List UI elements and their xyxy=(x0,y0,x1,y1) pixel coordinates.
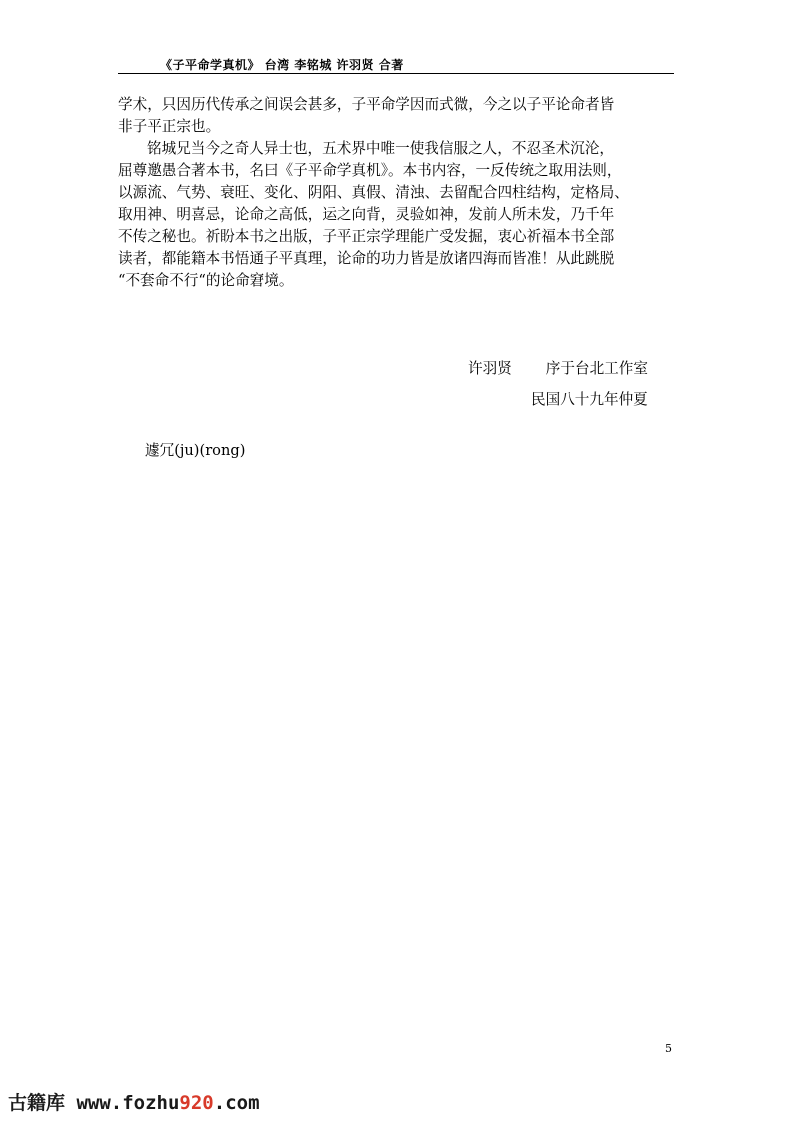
vocabulary-note: 遽冗(ju)(rong) xyxy=(145,442,246,459)
watermark xyxy=(8,1088,260,1115)
body-line: 以源流、气势、衰旺、变化、阴阳、真假、清浊、去留配合四柱结构，定格局、 xyxy=(118,184,629,201)
header-rule xyxy=(118,73,674,74)
body-line-paragraph-start: 铭城兄当今之奇人异士也，五术界中唯一使我信服之人，不忍圣术沉沦， xyxy=(147,140,615,157)
body-line: 学术，只因历代传承之间误会甚多，子平命学因而式微，今之以子平论命者皆 xyxy=(118,96,615,113)
signature-date: 民国八十九年仲夏 xyxy=(531,391,648,408)
watermark-url-number: 920 xyxy=(179,1092,214,1114)
body-line: 不传之秘也。祈盼本书之出版，子平正宗学理能广受发掘，衷心祈福本书全部 xyxy=(118,228,615,245)
watermark-site-name: 古籍库 xyxy=(8,1092,66,1114)
body-line: 非子平正宗也。 xyxy=(118,118,221,135)
running-header: 《子平命学真机》 台湾 李铭城 许羽贤 合著 xyxy=(160,58,404,72)
body-line: “不套命不行“的论命窘境。 xyxy=(118,272,294,289)
body-line: 屈尊邀愚合著本书，名曰《子平命学真机》。本书内容，一反传统之取用法则， xyxy=(118,162,622,179)
signature-author: 许羽贤 xyxy=(468,360,512,377)
watermark-url-suffix: .com xyxy=(213,1092,260,1114)
signature-place: 序于台北工作室 xyxy=(545,360,648,377)
signature-line xyxy=(468,357,648,378)
body-line: 读者，都能籍本书悟通子平真理，论命的功力皆是放诸四海而皆准！从此跳脱 xyxy=(118,250,615,267)
page-number: 5 xyxy=(665,1042,672,1055)
watermark-url-prefix: www.fozhu xyxy=(76,1092,180,1114)
body-text xyxy=(118,94,674,292)
body-line: 取用神、明喜忌，论命之高低，运之向背，灵验如神，发前人所未发，乃千年 xyxy=(118,206,615,223)
